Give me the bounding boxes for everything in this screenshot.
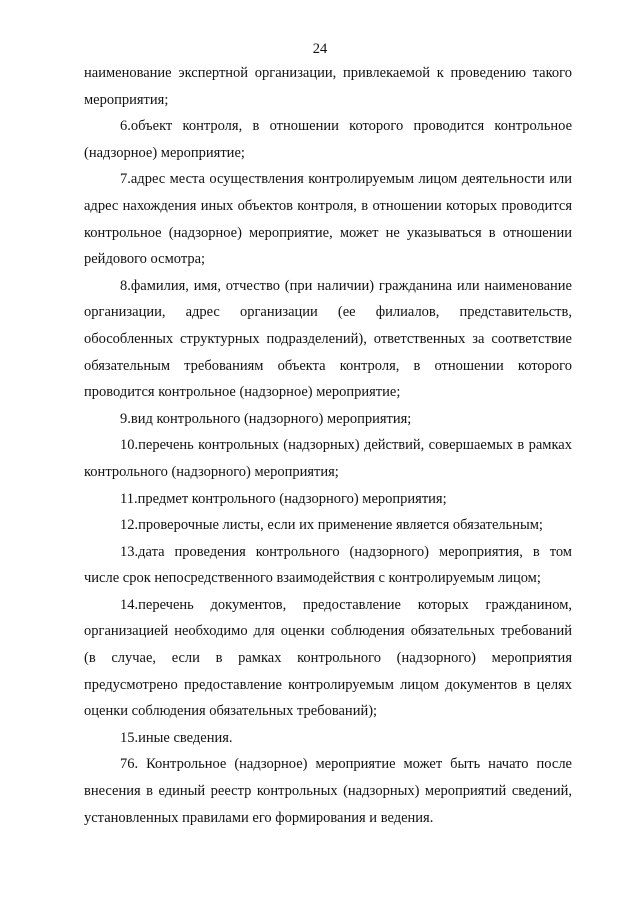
document-body	[84, 60, 572, 831]
paragraph-item-11: 11.предмет контрольного (надзорного) мероприятия;	[120, 490, 447, 507]
paragraph-continuation: наименование экспертной организации, привлекаемой к проведению такого мероприятия;	[84, 65, 572, 108]
paragraph-item-6: 6.объект контроля, в отношении которого проводится контрольное (надзорное) мероприятие;	[84, 118, 572, 161]
paragraph-item-8: 8.фамилия, имя, отчество (при наличии) гражданина или наименование организации, адрес организации (ее филиалов, представительств, обособленных структурных подразделений), ответственных за соответствие обязательным требованиям объекта контроля, в отношении которого проводится контрольное (надзорное) мероприятие;	[84, 277, 572, 401]
paragraph-item-12: 12.проверочные листы, если их применение является обязательным;	[120, 517, 543, 534]
paragraph-item-14: 14.перечень документов, предоставление которых гражданином, организацией необходимо для оценки соблюдения обязательных требований (в случае, если в рамках контрольного (надзорного) мероприятия предусмотрено предоставление контролируемым лицом документов в целях оценки соблюдения обязательных требований);	[84, 596, 572, 720]
paragraph-clause-76: 76. Контрольное (надзорное) мероприятие может быть начато после внесения в единый реестр контрольных (надзорных) мероприятий сведений, установленных правилами его формирования и ведения.	[84, 756, 572, 826]
paragraph-item-15: 15.иные сведения.	[120, 729, 233, 746]
paragraph-item-13: 13.дата проведения контрольного (надзорного) мероприятия, в том числе срок непосредственного взаимодействия с контролируемым лицом;	[84, 543, 572, 587]
paragraph-item-10: 10.перечень контрольных (надзорных) действий, совершаемых в рамках контрольного (надзорного) мероприятия;	[84, 437, 572, 480]
page-number: 24	[312, 41, 328, 57]
paragraph-item-7: 7.адрес места осуществления контролируемым лицом деятельности или адрес нахождения иных объектов контроля, в отношении которых проводится контрольное (надзорное) мероприятие, может не указываться в отношении рейдового осмотра;	[84, 171, 572, 268]
paragraph-item-9: 9.вид контрольного (надзорного) мероприятия;	[120, 410, 412, 427]
